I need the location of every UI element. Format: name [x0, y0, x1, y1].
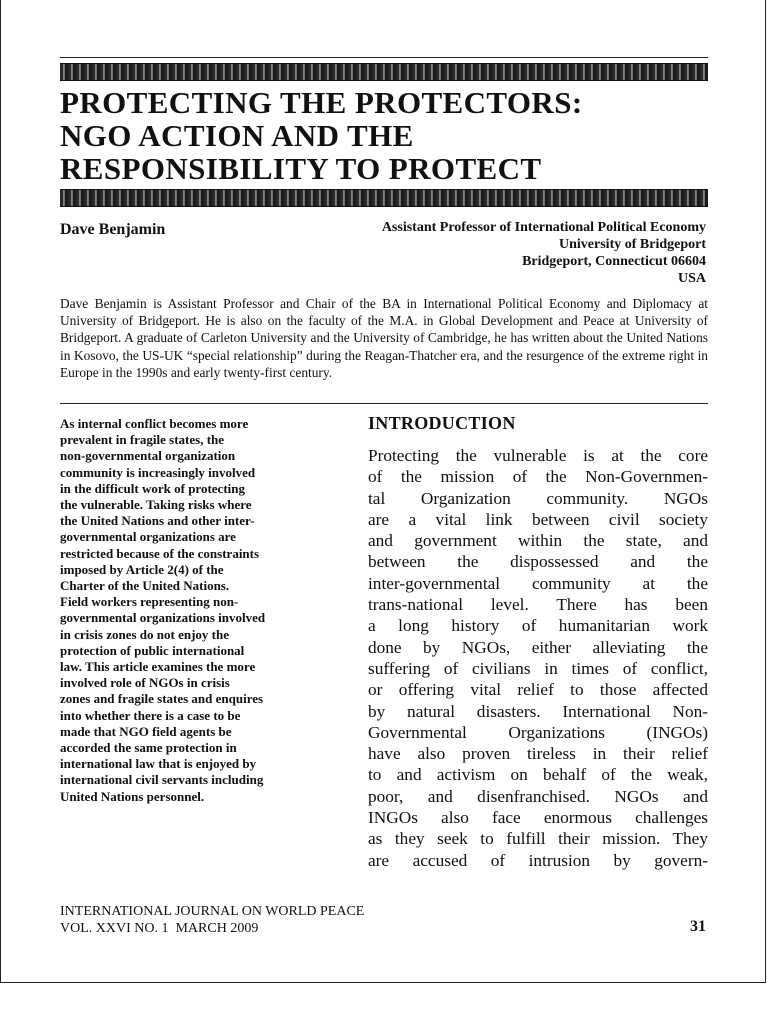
body-line: by natural disasters. International Non- [368, 701, 708, 721]
abstract-line: United Nations personnel. [60, 788, 205, 804]
abstract [60, 416, 342, 805]
body-line: inter-governmental community at the [368, 573, 708, 593]
introduction-body [368, 445, 708, 871]
abstract-line: prevalent in fragile states, the [60, 432, 225, 448]
abstract-line: governmental organizations involved [60, 610, 266, 626]
body-line: have also proven tireless in their relief [368, 744, 708, 764]
section-rule [60, 403, 708, 404]
abstract-line: non-governmental organization [60, 448, 236, 464]
title-line: RESPONSIBILITY TO PROTECT [60, 151, 542, 186]
abstract-line: in crisis zones do not enjoy the [60, 626, 229, 642]
abstract-line: restricted because of the constraints [60, 545, 260, 561]
affiliation-line: Assistant Professor of International Political Economy [381, 220, 706, 235]
abstract-line: international civil servants including [60, 772, 264, 788]
abstract-line: in the difficult work of protecting [60, 480, 245, 496]
body-line: tal Organization community. NGOs [368, 488, 708, 508]
body-line: Protecting the vulnerable is at the core [368, 446, 708, 465]
title-line: PROTECTING THE PROTECTORS: [60, 85, 583, 120]
affiliation-line: University of Bridgeport [559, 237, 706, 252]
abstract-line: accorded the same protection in [60, 740, 237, 756]
decorative-band-bottom [60, 189, 708, 207]
abstract-line: involved role of NGOs in crisis [60, 675, 230, 691]
body-line: to and activism on behalf of the weak, [368, 765, 708, 785]
body-line: as they seek to fulfill their mission. They [368, 829, 708, 849]
body-line: a long history of humanitarian work [368, 616, 708, 636]
section-heading-introduction: INTRODUCTION [368, 413, 516, 433]
body-line: suffering of civilians in times of conflict, [368, 658, 708, 678]
abstract-line: into whether there is a case to be [60, 707, 241, 723]
body-line: INGOs also face enormous challenges [368, 808, 708, 828]
author-affiliation [382, 219, 706, 287]
affiliation-line: USA [677, 271, 706, 286]
body-line: are accused of intrusion by govern- [368, 850, 708, 870]
body-line: poor, and disenfranchised. NGOs and [368, 786, 708, 806]
abstract-line: Field workers representing non- [60, 594, 239, 610]
abstract-line: zones and fragile states and enquires [60, 691, 264, 707]
body-line: Governmental Organizations (INGOs) [368, 722, 708, 742]
abstract-line: imposed by Article 2(4) of the [60, 561, 224, 577]
body-line: are a vital link between civil society [368, 509, 708, 529]
page-number: 31 [690, 918, 706, 935]
abstract-line: Charter of the United Nations. [60, 578, 230, 594]
body-line: done by NGOs, either alleviating the [368, 637, 708, 657]
abstract-line: As internal conflict becomes more [60, 416, 249, 431]
abstract-line: community is increasingly involved [60, 464, 256, 480]
title-line: NGO ACTION AND THE [60, 118, 414, 153]
body-line: between the dispossessed and the [368, 552, 708, 572]
journal-name: INTERNATIONAL JOURNAL ON WORLD PEACE [60, 904, 365, 919]
abstract-line: law. This article examines the more [60, 659, 256, 675]
affiliation-line: Bridgeport, Connecticut 06604 [522, 254, 706, 269]
journal-issue: VOL. XXVI NO. 1 MARCH 2009 [60, 921, 259, 936]
author-name: Dave Benjamin [60, 221, 166, 238]
body-line: trans-national level. There has been [368, 595, 708, 615]
body-line: and government within the state, and [368, 531, 708, 551]
author-bio: Dave Benjamin is Assistant Professor and Chair of the BA in International Political Economy and Diplomacy at University of Bridgeport. He is also on the faculty of the M.A. in Global Development and Peace at University of Bridgeport. A graduate of Carleton University and the University of Cambridge, he has written about the United Nations in Kosovo, the US-UK “special relationship” during the Reagan-Thatcher era, and the resurgence of the extreme right in Europe in the 1990s and early twenty-first century. [60, 296, 708, 380]
abstract-line: governmental organizations are [60, 529, 236, 545]
decorative-band-top [60, 63, 708, 81]
abstract-line: the United Nations and other inter- [60, 513, 255, 529]
top-rule [60, 57, 708, 58]
abstract-line: the vulnerable. Taking risks where [60, 497, 252, 513]
body-line: of the mission of the Non-Governmen- [368, 467, 708, 487]
journal-footer [60, 903, 364, 937]
article-title [60, 86, 720, 185]
abstract-line: protection of public international [60, 642, 245, 658]
abstract-line: made that NGO field agents be [60, 723, 232, 739]
body-line: or offering vital relief to those affected [368, 680, 708, 700]
abstract-line: international law that is enjoyed by [60, 756, 257, 772]
